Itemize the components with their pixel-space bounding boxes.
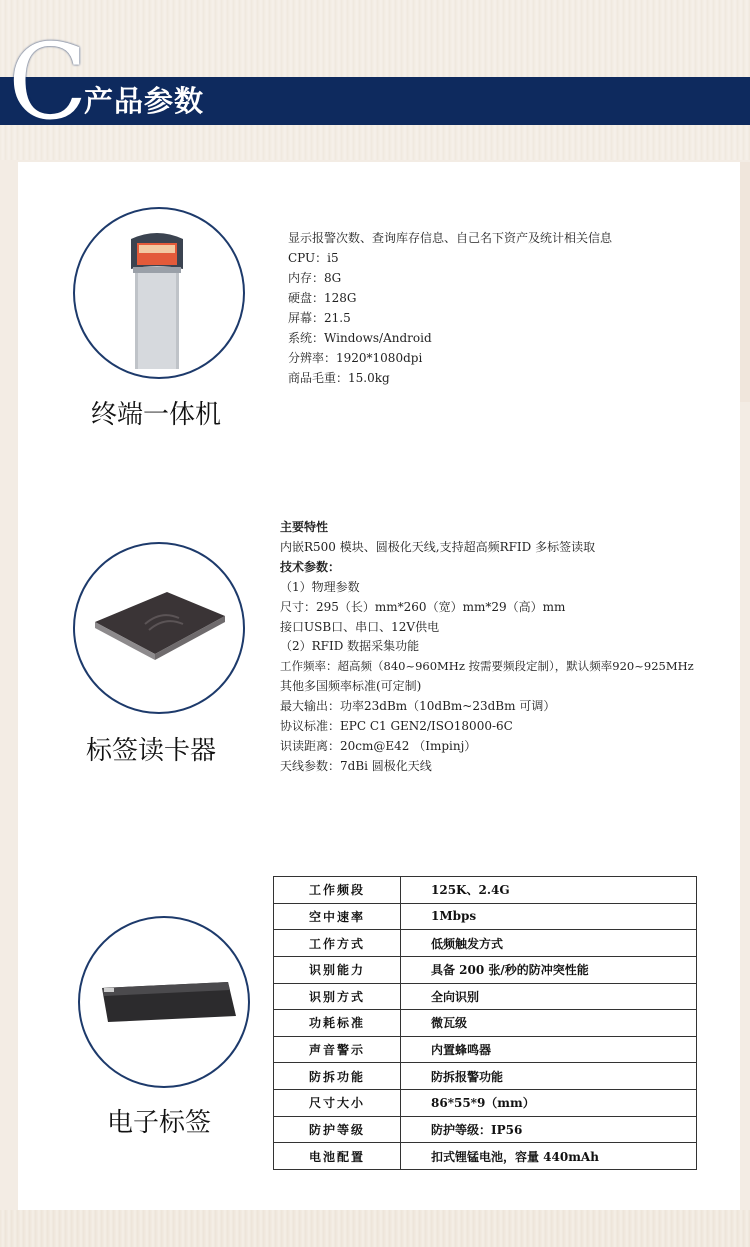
spec-key: 识别方式 — [274, 983, 401, 1010]
spec-value: 1Mbps — [401, 903, 697, 930]
table-row — [274, 877, 697, 904]
spec-line: 商品毛重：15.0kg — [288, 371, 390, 385]
spec-key: 电池配置 — [274, 1143, 401, 1170]
spec-value: 125K、2.4G — [401, 877, 697, 904]
table-row — [274, 1143, 697, 1170]
table-row — [274, 903, 697, 930]
spec-key: 尺寸大小 — [274, 1090, 401, 1117]
spec-line: 其他多国频率标准(可定制) — [280, 679, 422, 694]
table-row — [274, 983, 697, 1010]
product-image-kiosk — [73, 207, 245, 379]
spec-line: 内存：8G — [288, 271, 342, 285]
spec-line: 硬盘：128G — [288, 291, 357, 305]
spec-line: 最大输出：功率23dBm（10dBm~23dBm 可调） — [280, 699, 556, 714]
table-row — [274, 1116, 697, 1143]
spec-line: （2）RFID 数据采集功能 — [280, 639, 420, 654]
spec-value: 扣式锂锰电池，容量 440mAh — [401, 1143, 697, 1170]
spec-value: 防拆报警功能 — [401, 1063, 697, 1090]
table-row — [274, 1010, 697, 1037]
spec-line: 天线参数：7dBi 圆极化天线 — [280, 758, 432, 773]
spec-key: 防拆功能 — [274, 1063, 401, 1090]
table-row — [274, 1063, 697, 1090]
spec-key: 工作频段 — [274, 877, 401, 904]
product-name-reader: 标签读卡器 — [86, 736, 217, 766]
background-texture-bottom — [0, 1210, 750, 1247]
reader-spec-list — [280, 518, 694, 777]
spec-value: 防护等级：IP56 — [401, 1116, 697, 1143]
spec-key: 识别能力 — [274, 956, 401, 983]
spec-line: （1）物理参数 — [280, 579, 360, 594]
product-name-kiosk: 终端一体机 — [91, 400, 222, 430]
spec-value: 86*55*9（mm） — [401, 1090, 697, 1117]
page-title: 产品参数 — [84, 84, 205, 118]
spec-value: 微瓦级 — [401, 1010, 697, 1037]
spec-heading: 主要特性 — [280, 520, 329, 534]
spec-value: 内置蜂鸣器 — [401, 1036, 697, 1063]
spec-line: 协议标准：EPC C1 GEN2/ISO18000-6C — [280, 719, 513, 734]
spec-line: 系统：Windows/Android — [288, 331, 432, 345]
table-row — [274, 956, 697, 983]
spec-key: 功耗标准 — [274, 1010, 401, 1037]
product-name-tag: 电子标签 — [107, 1108, 212, 1138]
spec-heading: 技术参数： — [280, 559, 341, 574]
spec-line: 识读距离：20cm@E42 （Impinj） — [280, 738, 477, 753]
panel-edge-shadow — [740, 162, 750, 402]
tag-illustration — [80, 918, 248, 1086]
product-image-reader — [73, 542, 245, 714]
spec-value: 具备 200 张/秒的防冲突性能 — [401, 956, 697, 983]
spec-key: 工作方式 — [274, 930, 401, 957]
product-image-tag — [78, 916, 250, 1088]
table-row — [274, 1036, 697, 1063]
header-letter: C — [8, 21, 88, 143]
spec-key: 空中速率 — [274, 903, 401, 930]
tag-spec-table — [273, 876, 697, 1170]
kiosk-spec-list — [288, 228, 612, 388]
kiosk-illustration — [75, 209, 243, 377]
spec-line: 内嵌R500 模块、圆极化天线,支持超高频RFID 多标签读取 — [280, 539, 596, 554]
spec-value: 全向识别 — [401, 983, 697, 1010]
spec-value: 低频触发方式 — [401, 930, 697, 957]
table-row — [274, 930, 697, 957]
spec-line: 工作频率：超高频（840~960MHz 按需要频段定制），默认频率920~925MHz — [280, 659, 694, 674]
spec-key: 防护等级 — [274, 1116, 401, 1143]
table-row — [274, 1090, 697, 1117]
spec-line: 屏幕：21.5 — [288, 311, 351, 325]
spec-line: 显示报警次数、查询库存信息、自己名下资产及统计相关信息 — [288, 231, 613, 245]
spec-line: 接口USB口、串口、12V供电 — [280, 619, 440, 634]
spec-line: 尺寸：295（长）mm*260（宽）mm*29（高）mm — [280, 599, 566, 614]
spec-key: 声音警示 — [274, 1036, 401, 1063]
spec-line: CPU：i5 — [288, 251, 339, 265]
reader-illustration — [75, 544, 243, 712]
spec-line: 分辨率：1920*1080dpi — [288, 351, 423, 365]
